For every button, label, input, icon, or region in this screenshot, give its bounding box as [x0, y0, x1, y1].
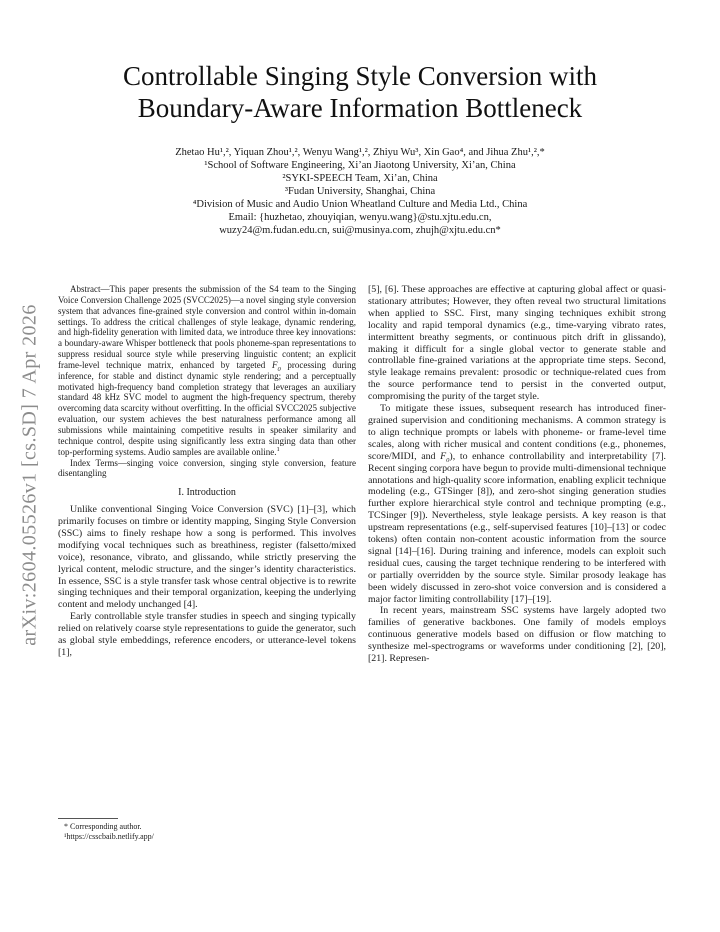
- section-heading-introduction: I. Introduction: [178, 487, 236, 499]
- author-names: Zhetao Hu¹,², Yiquan Zhou¹,², Wenyu Wang¹,², Zhiyu Wu³, Xin Gao⁴, and Jihua Zhu¹,²,*: [175, 147, 545, 158]
- f0-symbol: $F_0$: [440, 450, 450, 464]
- abstract: [58, 284, 356, 458]
- intro-paragraph-2: Early controllable style transfer studies in speech and singing typically relied on relatively coarse style representations to guide the generator, such as global style embeddings, reference encoders, or utterance-level tokens [1],: [58, 611, 356, 658]
- intro-paragraph-4-text-2: ), to enhance controllability and interpretability [7]. Recent singing corpora have begun to provide multi-dimensional technique annotations and high-quality score information, enabling explicit technique modeling (e.g., GTSinger [8]), and zero-shot singing generation studies further explore hierarchical style control and technique prompting (e.g., TCSinger [9]). Nevertheless, style leakage persists. A key reason is that upstream representations (e.g., self-supervised features [10]–[13] or codec tokens) often contain non-content acoustic information from the source signal [14]–[16]. During training and inference, models can exploit such residual cues, causing the target technique rendering to be interfered with or partially overridden by the source style. Similar prosody leakage has been widely discussed in zero-shot voice conversion and is considered a major factor limiting controllability [17]–[19].: [368, 450, 666, 605]
- intro-paragraph-4: [368, 403, 666, 605]
- abstract-text-1: Abstract—This paper presents the submission of the S4 team to the Singing Voice Conversion Challenge 2025 (SVCC2025)—a novel singing style conversion system that advances fine-grained style conversion and control within in-domain settings. To address the critical challenges of style leakage, dynamic rendering, and high-fidelity generation with limited data, we introduce three key innovations: a boundary-aware Whisper bottleneck that pools phoneme-span representations to suppress residual source style while preserving linguistic content; an explicit frame-level technique matrix, enhanced by targeted: [58, 284, 356, 370]
- intro-paragraph-3: [5], [6]. These approaches are effective at capturing global affect or quasi-stationary attributes; However, they often reveal two structural limitations when applied to SSC. First, many singing techniques exhibit strong locality and rapid temporal dynamics (e.g., time-varying vibrato rates, intermittent breathy segments, or continuous pitch drift in glissando), making it difficult for a single global vector to generate stable and controllable fine-grained variations at the appropriate time steps. Second, style leakage remains prevalent: prosodic or technique-related cues from the source performance tend to persist in the converted output, compromising the purity of the target style.: [368, 284, 666, 403]
- email-line-1: Email: {huzhetao, zhouyiqian, wenyu.wang}@stu.xjtu.edu.cn,: [228, 212, 492, 223]
- title-line-1: Controllable Singing Style Conversion with: [123, 61, 597, 91]
- abstract-footnote-mark: 1: [276, 445, 280, 453]
- index-terms: Index Terms—singing voice conversion, singing style conversion, feature disentangling: [58, 457, 356, 479]
- right-column: [368, 284, 666, 665]
- affiliation-1: ¹School of Software Engineering, Xi’an Jiaotong University, Xi’an, China: [204, 160, 516, 171]
- footnote-url[interactable]: ¹https://csscbaib.netlify.app/: [64, 832, 154, 841]
- arxiv-id-text: arXiv:2604.05526v1 [cs.SD] 7 Apr 2026: [18, 304, 41, 646]
- email-line-2: wuzy24@m.fudan.edu.cn, sui@musinya.com, zhujh@xjtu.edu.cn*: [219, 225, 501, 236]
- footnote-corresponding-author: * Corresponding author.: [64, 822, 142, 831]
- affiliation-2: ²SYKI-SPEECH Team, Xi’an, China: [282, 173, 438, 184]
- abstract-f0: $F_0$: [271, 359, 281, 373]
- author-block: [60, 146, 660, 237]
- arxiv-identifier: [10, 265, 50, 685]
- intro-paragraph-4-text-1: To mitigate these issues, subsequent research has introduced finer-grained supervision and conditioning mechanisms. A common strategy is to align technique prompts or labels with phoneme- or frame-level time scales, along with richer musical and content conditions (e.g., phonemes, score/MIDI, and: [368, 403, 666, 462]
- intro-paragraph-1: Unlike conventional Singing Voice Conversion (SVC) [1]–[3], which primarily focuses on timbre or identity mapping, Singing Style Conversion (SSC) aims to finely reshape how a song is performed. This involves modifying vocal techniques such as breathiness, register (falsetto/mixed voice), resonance, vibrato, and glissando, while strictly preserving the lyrical content, melodic structure, and the singer’s identity characteristics. In essence, SSC is a style transfer task whose central objective is to rewrite singing techniques and their temporal organization, keeping the underlying content and melody unchanged [4].: [58, 504, 356, 611]
- affiliation-3: ³Fudan University, Shanghai, China: [284, 186, 436, 197]
- footnotes: [58, 822, 356, 842]
- affiliation-4: ⁴Division of Music and Audio Union Wheatland Culture and Media Ltd., China: [192, 199, 528, 210]
- title-line-2: Boundary-Aware Information Bottleneck: [137, 93, 583, 123]
- footnote-divider: [58, 818, 118, 819]
- intro-paragraph-5: In recent years, mainstream SSC systems have largely adopted two families of generative backbones. One family of models employs continuous generative models based on diffusion or flow matching to synthesize mel-spectrograms or waveforms under conditioning [2], [20], [21]. Represen-: [368, 605, 666, 665]
- abstract-text-2: processing during inference, for stable and distinct dynamic style rendering; and a perceptually motivated high-frequency band completion strategy that leverages an auxiliary standard 48 kHz SVC model to augment the high-frequency spectrum, thereby overcoming data scarcity without overfitting. In the official SVCC2025 subjective evaluation, our system achieves the best naturalness performance among all submissions while maintaining competitive results in speaker similarity and technique control, despite using significantly less extra singing data than other top-performing systems. Audio samples are available online.: [58, 359, 356, 457]
- paper-title: [60, 60, 660, 124]
- left-column: [58, 284, 356, 659]
